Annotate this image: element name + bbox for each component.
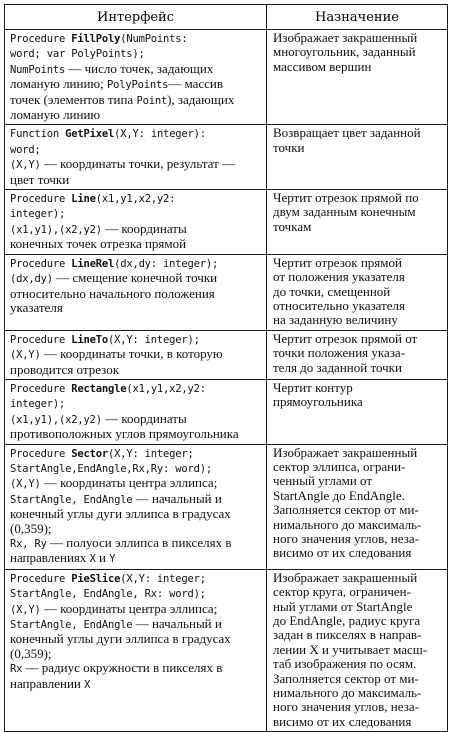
code-fragment: StartAngle, EndAngle, Rx: word); xyxy=(10,588,206,601)
interface-line xyxy=(10,222,262,237)
interface-line xyxy=(10,677,262,692)
interface-cell xyxy=(5,190,267,255)
code-fragment: (X,Y) xyxy=(10,349,41,362)
table-row-fillpoly xyxy=(5,30,448,125)
text-fragment: — координаты центра эллипса; xyxy=(40,475,218,491)
text-fragment: — массив xyxy=(168,76,224,92)
interface-line xyxy=(10,347,262,362)
interface-line xyxy=(10,93,262,108)
interface-line xyxy=(10,427,262,441)
description-line: нимального до максималь- xyxy=(273,516,422,532)
description-line: точки xyxy=(273,139,305,155)
text-fragment: — координаты центра эллипса; xyxy=(40,600,218,616)
procedure-name: LineRel xyxy=(71,257,115,270)
code-fragment: StartAngle, EndAngle xyxy=(10,619,133,632)
interface-cell xyxy=(5,30,267,125)
table-row-pieslice xyxy=(5,569,448,731)
interface-line xyxy=(10,446,262,461)
text-fragment: относительно начального положения xyxy=(10,285,215,301)
text-fragment: — координаты точки, в которую xyxy=(40,346,223,362)
code-fragment: integer); xyxy=(10,208,66,221)
description-line: прямоугольника xyxy=(273,394,363,410)
code-fragment: (X,Y) xyxy=(10,159,41,172)
interface-line xyxy=(10,173,262,187)
code-fragment: Procedure xyxy=(10,33,72,45)
text-fragment: конечный углы дуги эллипса в градусах xyxy=(10,631,231,647)
text-fragment: указателя xyxy=(10,299,63,315)
interface-line xyxy=(10,551,262,566)
text-fragment: и xyxy=(95,550,110,566)
code-fragment: Procedure xyxy=(10,572,72,585)
description-line: точкам xyxy=(273,218,312,234)
interface-line xyxy=(10,632,262,646)
text-fragment: (0,359); xyxy=(10,645,52,661)
description-line: висимо от их следования xyxy=(273,545,412,561)
text-fragment: — полуоси эллипса в пикселях в xyxy=(46,535,232,550)
text-fragment: — начальный и xyxy=(132,490,222,506)
procedures-table xyxy=(4,4,448,732)
interface-line xyxy=(10,647,262,661)
document-page xyxy=(4,4,447,732)
description-line: нимального до максималь- xyxy=(273,685,422,701)
code-fragment: (x1,y1),(x2,y2) xyxy=(10,223,102,236)
interface-line xyxy=(10,396,262,411)
description-line: точки положения указа- xyxy=(273,345,406,361)
text-fragment: конечных точек отрезка прямой xyxy=(10,236,187,252)
interface-line xyxy=(10,271,262,286)
code-fragment: (X,Y: integer; xyxy=(120,572,206,585)
text-fragment: (0,359); xyxy=(10,520,52,536)
procedure-name-wrap xyxy=(71,258,114,270)
text-fragment: — число точек, задающих xyxy=(65,60,214,76)
description-line: массивом вершин xyxy=(273,58,372,74)
code-fragment: Rx xyxy=(10,663,23,676)
interface-line xyxy=(10,617,262,632)
procedure-name-wrap xyxy=(71,573,120,585)
table-header-row xyxy=(5,5,448,30)
code-fragment: NumPoints xyxy=(10,63,66,76)
code-fragment: Procedure xyxy=(10,447,72,460)
description-line: Чертит контур xyxy=(273,379,353,395)
table-row-lineto xyxy=(5,330,448,379)
interface-line xyxy=(10,287,262,301)
interface-line xyxy=(10,571,262,586)
interface-line xyxy=(10,602,262,617)
interface-line xyxy=(10,126,262,141)
description-cell xyxy=(267,444,448,569)
table-row-line xyxy=(5,190,448,255)
text-fragment: ломаную линию xyxy=(10,107,101,123)
interface-line xyxy=(10,536,262,551)
description-line: до точки, смещенной xyxy=(273,283,391,299)
code-fragment: Point xyxy=(136,94,168,107)
code-fragment: X xyxy=(84,678,91,691)
interface-line xyxy=(10,507,262,521)
interface-cell xyxy=(5,444,267,569)
code-fragment: (X,Y) xyxy=(10,603,41,616)
interface-line xyxy=(10,256,262,271)
table-row-linerel xyxy=(5,254,448,330)
interface-line xyxy=(10,206,262,221)
code-fragment: (x1,y1,x2,y2: xyxy=(126,382,206,395)
text-fragment: — координаты xyxy=(101,220,187,236)
description-line: сектор круга, ограничен- xyxy=(273,584,411,600)
interface-line xyxy=(10,332,262,347)
interface-cell xyxy=(5,125,267,190)
description-line: Заполняется сектор от ми- xyxy=(273,670,419,686)
description-line: Заполняется сектор от ми- xyxy=(273,502,419,518)
procedure-name-wrap xyxy=(71,193,96,205)
code-fragment: Y xyxy=(109,553,116,566)
interface-line xyxy=(10,191,262,206)
interface-cell xyxy=(5,330,267,379)
description-line: таб изображения по осям. xyxy=(273,656,417,672)
interface-line xyxy=(10,108,262,122)
description-line: Изображает закрашенный xyxy=(273,444,418,460)
text-fragment: цвет точки xyxy=(10,171,70,187)
interface-line xyxy=(10,157,262,172)
code-fragment: Function xyxy=(10,128,66,141)
procedure-name-wrap xyxy=(71,33,120,45)
code-fragment: X xyxy=(89,553,96,566)
description-line: теля до заданной точки xyxy=(273,359,402,375)
code-fragment: word; var PolyPoints); xyxy=(10,48,145,61)
description-line: двум заданным конечным xyxy=(273,204,416,220)
procedure-name: PieSlice xyxy=(71,572,121,585)
description-cell xyxy=(267,190,448,255)
code-fragment: Procedure xyxy=(10,257,72,270)
interface-cell xyxy=(5,379,267,444)
description-line: Чертит отрезок прямой по xyxy=(273,190,419,206)
interface-line xyxy=(10,142,262,157)
header-purpose: Назначение xyxy=(267,5,448,30)
description-line: Изображает закрашенный xyxy=(273,569,418,585)
code-fragment: Procedure xyxy=(10,193,72,206)
interface-line xyxy=(10,381,262,396)
code-fragment: (x1,y1),(x2,y2) xyxy=(10,413,102,426)
table-row-sector xyxy=(5,444,448,569)
code-fragment: (X,Y) xyxy=(10,478,41,491)
description-line: сектор эллипса, ограни- xyxy=(273,458,406,474)
interface-line xyxy=(10,77,262,92)
text-fragment: противоположных углов прямоугольника xyxy=(10,426,239,442)
text-fragment: конечный углы дуги эллипса в градусах xyxy=(10,506,231,522)
text-fragment: ), задающих xyxy=(167,91,235,107)
description-line: до EndAngle, радиус круга xyxy=(273,613,421,629)
code-fragment: word; xyxy=(10,143,41,156)
description-cell xyxy=(267,379,448,444)
description-line: Чертит отрезок прямой от xyxy=(273,330,418,346)
interface-line xyxy=(10,661,262,676)
text-fragment: ломаную линию; xyxy=(10,76,107,92)
description-line: задан в пикселях в направ- xyxy=(273,627,422,643)
description-cell xyxy=(267,125,448,190)
procedure-name: Line xyxy=(71,193,96,206)
code-fragment: PolyPoints xyxy=(107,79,169,92)
interface-line xyxy=(10,363,262,377)
text-fragment: — координаты точки, результат — xyxy=(40,156,236,172)
interface-line xyxy=(10,586,262,601)
description-line: ного значения углов, неза- xyxy=(273,531,419,546)
procedure-name-wrap xyxy=(71,334,108,346)
text-fragment: — смещение конечной точки xyxy=(52,270,218,286)
interface-line xyxy=(10,62,262,77)
procedure-name: Rectangle xyxy=(71,382,127,395)
interface-line xyxy=(10,301,262,315)
header-interface: Интерфейс xyxy=(5,5,267,30)
interface-line xyxy=(10,476,262,491)
text-fragment: направлениях xyxy=(10,550,90,566)
procedure-name: GetPixel xyxy=(65,128,115,141)
description-line: Изображает закрашенный xyxy=(273,30,418,45)
code-fragment: (X,Y: integer): xyxy=(114,128,206,141)
code-fragment: StartAngle,EndAngle,Rx,Ry: word); xyxy=(10,462,213,475)
interface-line xyxy=(10,522,262,536)
description-line: на заданную величину xyxy=(273,312,398,328)
description-cell xyxy=(267,569,448,731)
table-row-rectangle xyxy=(5,379,448,444)
text-fragment: — координаты xyxy=(101,410,187,426)
procedure-name: Sector xyxy=(71,447,108,460)
description-line: от положения указателя xyxy=(273,269,405,285)
description-line: ного значения углов, неза- xyxy=(273,699,419,715)
interface-cell xyxy=(5,569,267,731)
description-line: относительно указателя xyxy=(273,297,405,313)
code-fragment: Procedure xyxy=(10,333,72,346)
description-line: висимо от их следования xyxy=(273,713,412,729)
text-fragment: — начальный и xyxy=(132,616,222,632)
code-fragment: (x1,y1,x2,y2: xyxy=(95,193,176,206)
procedure-name-wrap xyxy=(71,448,108,460)
description-cell xyxy=(267,30,448,125)
description-line: ченный углами от xyxy=(273,473,373,489)
interface-line xyxy=(10,46,262,61)
description-line: ный углами от StartAngle xyxy=(273,598,413,614)
text-fragment: направлении xyxy=(10,675,85,691)
description-line: Возвращает цвет заданной xyxy=(273,125,421,141)
code-fragment: (X,Y: integer); xyxy=(107,333,200,346)
description-line: Чертит отрезок прямой xyxy=(273,254,402,270)
code-fragment: StartAngle, EndAngle xyxy=(10,493,133,506)
text-fragment: — радиус окружности в пикселях в xyxy=(22,660,223,676)
text-fragment: точек (элементов типа xyxy=(10,91,137,107)
table-body xyxy=(5,30,448,732)
code-fragment: (NumPoints: xyxy=(120,33,188,45)
code-fragment: (X,Y: integer; xyxy=(107,447,194,460)
procedure-name: FillPoly xyxy=(71,33,121,45)
table-row-getpixel xyxy=(5,125,448,190)
interface-line xyxy=(10,461,262,476)
code-fragment: (dx,dy: integer); xyxy=(114,257,219,270)
interface-line xyxy=(10,31,262,46)
procedure-name-wrap xyxy=(65,128,114,140)
code-fragment: integer); xyxy=(10,398,66,411)
code-fragment: (dx,dy) xyxy=(10,273,53,286)
description-line: лении X и учитывает масш- xyxy=(273,641,428,657)
description-line: StartAngle до EndAngle. xyxy=(273,487,405,503)
description-cell xyxy=(267,330,448,379)
procedure-name-wrap xyxy=(71,383,126,395)
text-fragment: проводится отрезок xyxy=(10,361,120,377)
code-fragment: Procedure xyxy=(10,382,72,395)
interface-line xyxy=(10,412,262,427)
procedure-name: LineTo xyxy=(71,333,108,346)
description-cell xyxy=(267,254,448,330)
code-fragment: Rx, Ry xyxy=(10,538,47,550)
interface-line xyxy=(10,492,262,507)
interface-line xyxy=(10,237,262,251)
interface-cell xyxy=(5,254,267,330)
description-line: многоугольник, заданный xyxy=(273,44,416,60)
